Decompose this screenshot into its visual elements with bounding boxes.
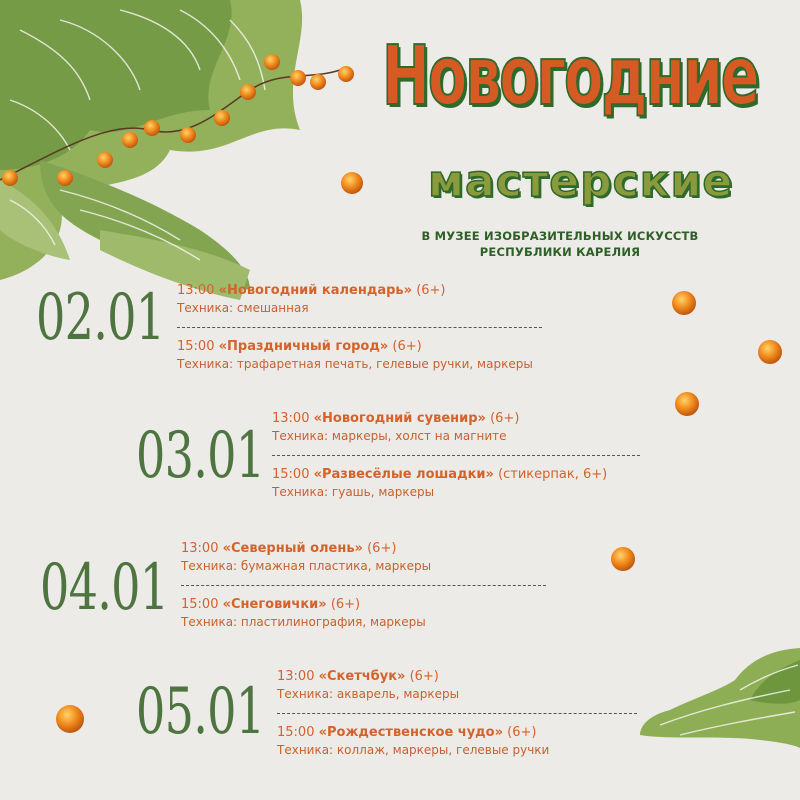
event-item [277,668,647,703]
event-time: 13:00 [277,669,315,684]
event-age: (6+) [330,597,361,612]
event-item [272,410,642,445]
event-technique: Техника: трафаретная печать, гелевые ручки, маркеры [177,357,533,371]
event-technique: Техника: пластилинография, маркеры [181,615,426,629]
date-day-2: 03.01 [136,419,265,493]
dashed-divider [272,455,640,456]
day-3-events [181,540,551,631]
event-technique: Техника: маркеры, холст на магните [272,429,507,443]
event-name: «Рождественское чудо» [318,725,504,740]
event-item [177,282,547,317]
event-age: (6+) [507,725,537,740]
poster-subtitle: мастерские [428,156,734,207]
event-name: «Снеговички» [222,597,327,612]
event-time: 15:00 [177,339,215,354]
dashed-divider [177,327,542,328]
event-time: 15:00 [277,725,315,740]
event-time: 15:00 [181,597,219,612]
day-2-events [272,410,642,501]
venue-line-2: РЕСПУБЛИКИ КАРЕЛИЯ [479,245,641,259]
event-technique: Техника: смешанная [177,301,309,315]
event-age: (6+) [409,669,439,684]
event-technique: Техника: коллаж, маркеры, гелевые ручки [277,743,550,757]
event-title [177,282,547,300]
day-1-events [177,282,547,373]
event-time: 15:00 [272,467,310,482]
event-item [272,466,642,501]
fir-branch-bottom-right [640,648,800,748]
event-title [177,338,547,356]
event-title [181,540,551,558]
dashed-divider [277,713,637,714]
event-title [181,596,551,614]
event-title [272,410,642,428]
event-time: 13:00 [177,283,215,298]
poster-title: Новогодние [382,29,758,124]
event-time: 13:00 [272,411,310,426]
event-name: «Северный олень» [222,541,363,556]
venue-text [410,228,710,260]
event-item [177,338,547,373]
dashed-divider [181,585,546,586]
event-title [277,668,647,686]
event-item [181,540,551,575]
event-item [277,724,647,759]
event-technique: Техника: гуашь, маркеры [272,485,435,499]
event-age: (6+) [367,541,397,556]
event-age: (6+) [392,339,422,354]
event-title [277,724,647,742]
day-4-events [277,668,647,759]
event-name: «Новогодний сувенир» [313,411,486,426]
event-title [272,466,642,484]
event-item [181,596,551,631]
event-time: 13:00 [181,541,219,556]
venue-line-1: В МУЗЕЕ ИЗОБРАЗИТЕЛЬНЫХ ИСКУССТВ [421,229,699,243]
event-technique: Техника: акварель, маркеры [277,687,460,701]
event-age: (6+) [416,283,446,298]
date-day-3: 04.01 [40,551,169,625]
event-name: «Развесёлые лошадки» [313,467,494,482]
event-age: (6+) [490,411,520,426]
event-name: «Новогодний календарь» [218,283,413,298]
fir-branch-top-left [0,0,302,300]
event-technique: Техника: бумажная пластика, маркеры [181,559,432,573]
date-day-4: 05.01 [136,675,265,749]
event-name: «Скетчбук» [318,669,406,684]
event-name: «Праздничный город» [218,339,389,354]
date-day-1: 02.01 [36,281,165,355]
event-age: (стикерпак, 6+) [498,467,608,482]
